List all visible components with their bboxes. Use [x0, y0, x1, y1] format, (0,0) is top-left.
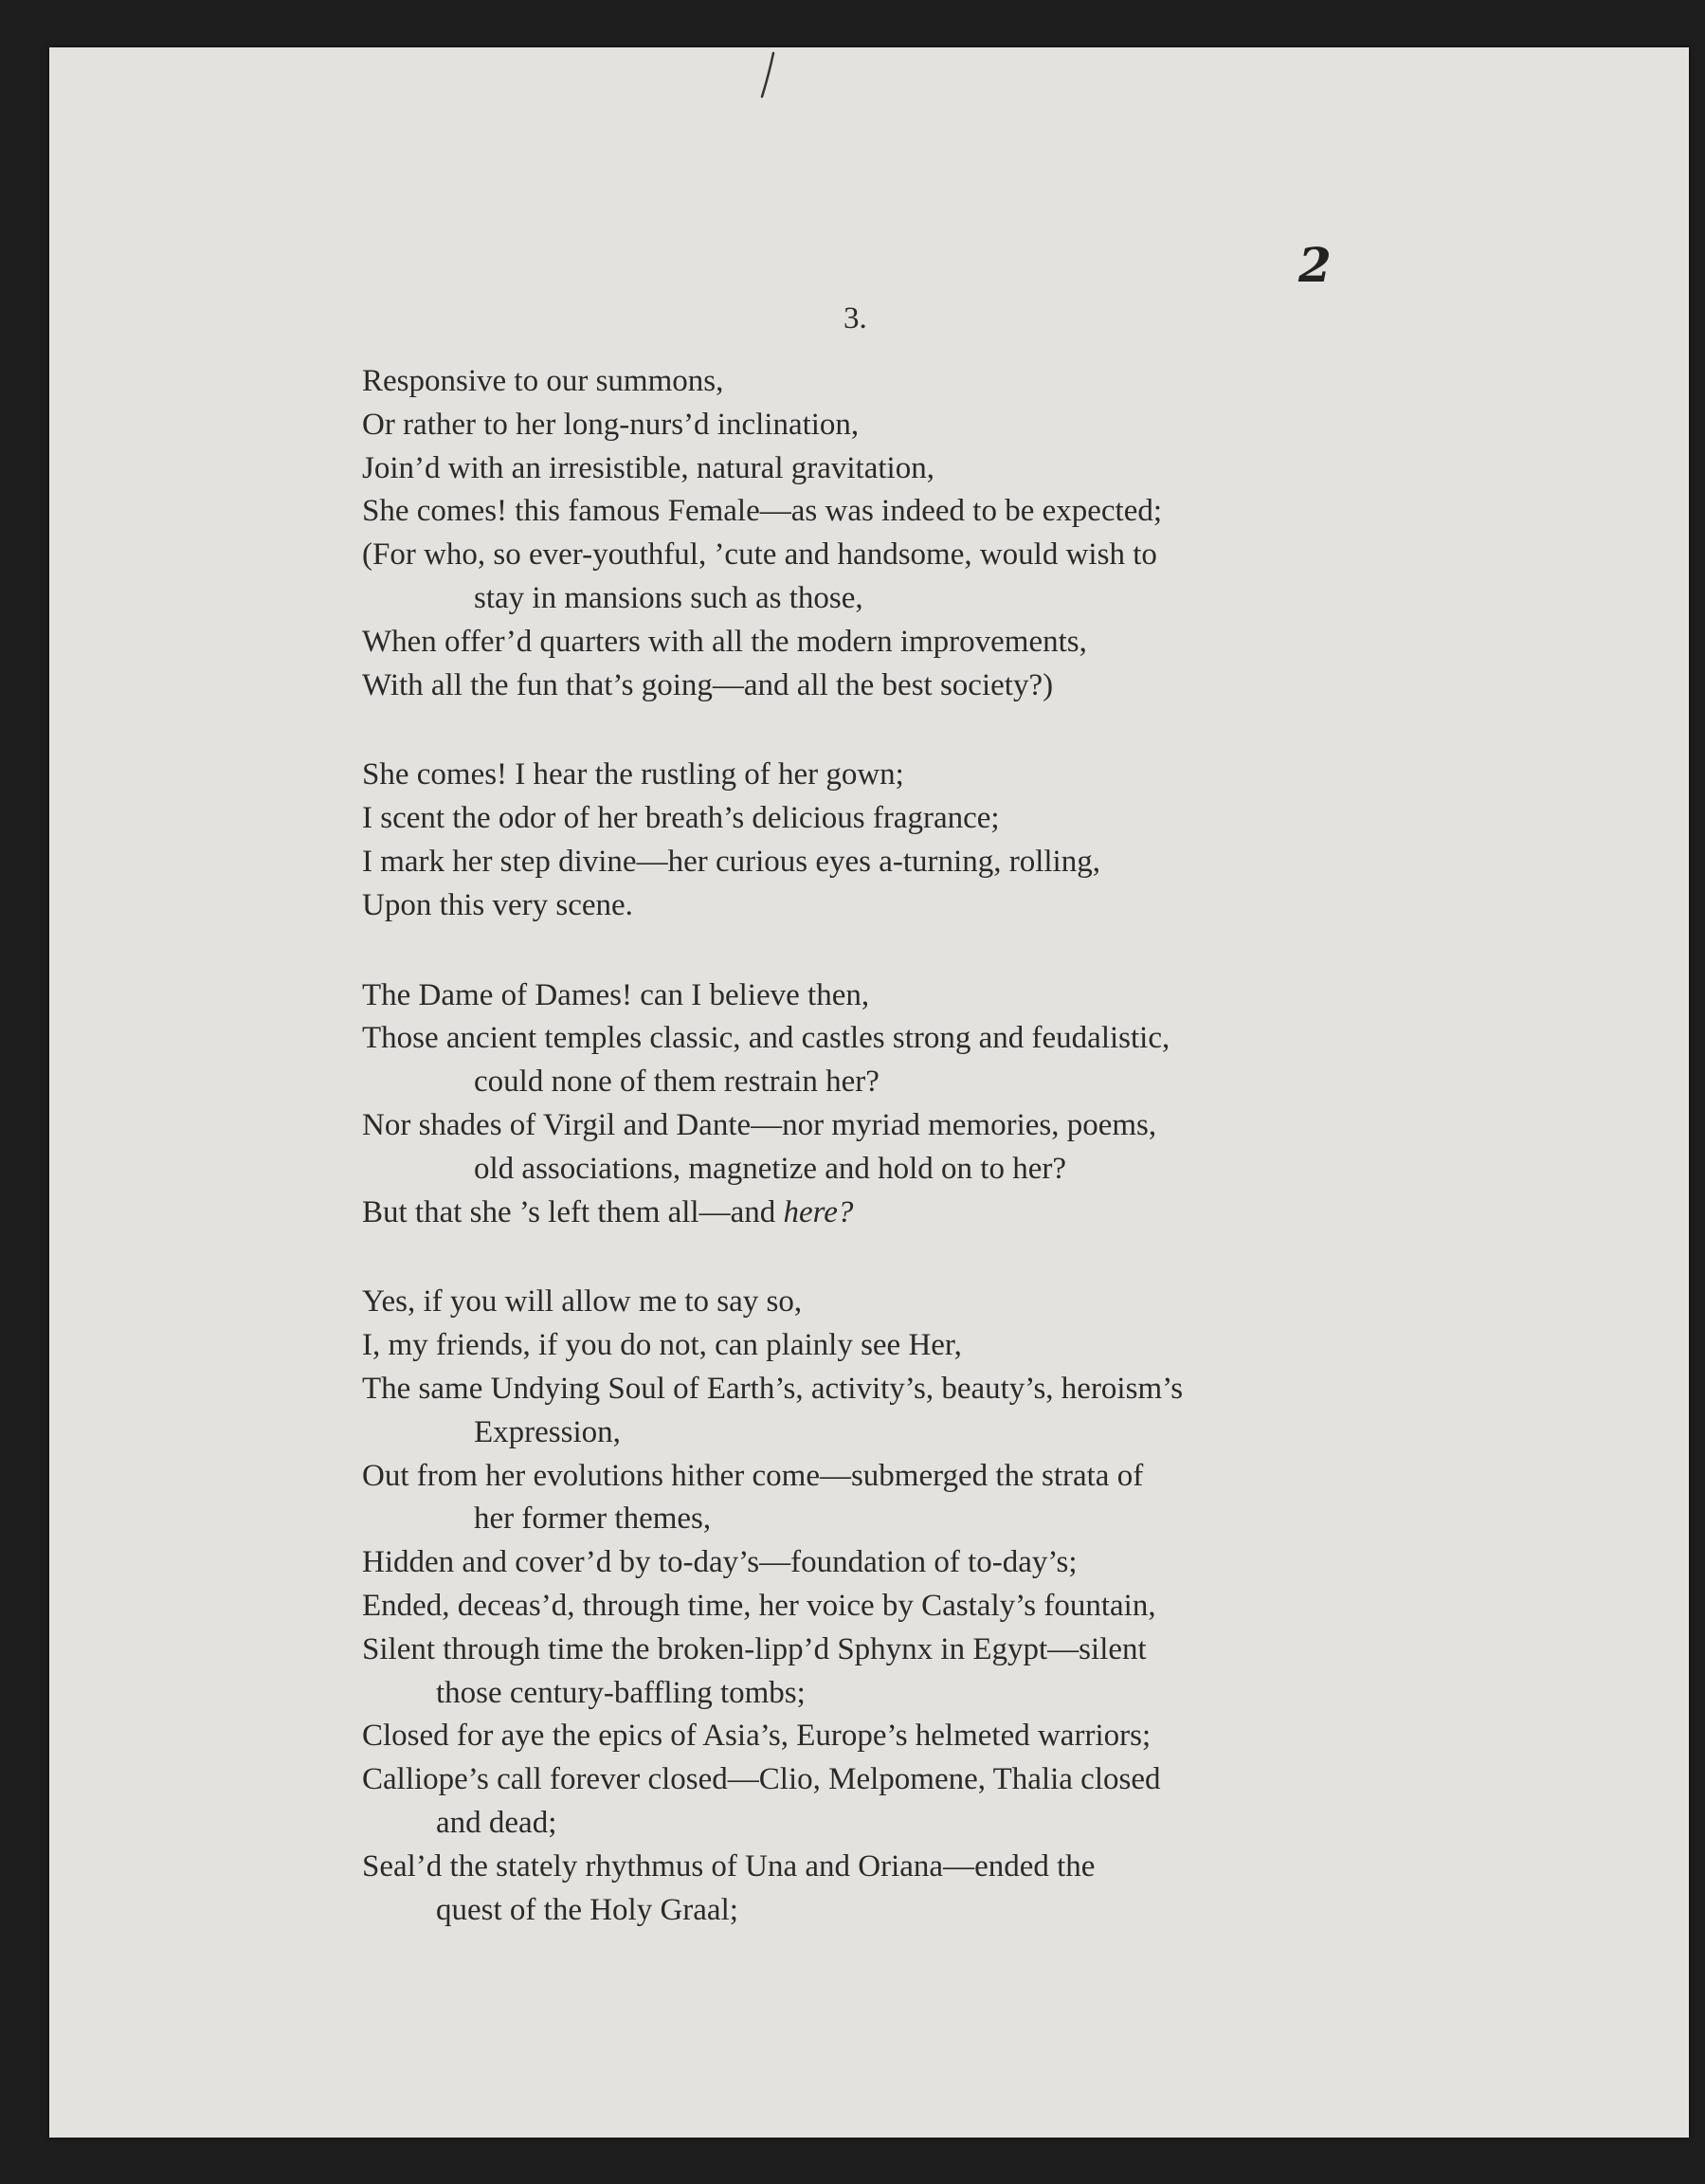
stanza-2 [362, 754, 1395, 927]
poem-line: Nor shades of Virgil and Dante—nor myriad memories, poems, [362, 1107, 1157, 1142]
poem-line-continuation: old associations, magnetize and hold on to her? [474, 1151, 1067, 1186]
poem-line-continuation: and dead; [436, 1805, 557, 1840]
stanza-1 [362, 360, 1395, 707]
page-number: 2 [1298, 237, 1332, 293]
emphasis-word: here? [783, 1194, 854, 1229]
poem-line: Out from her evolutions hither come—submerged the strata of [362, 1458, 1144, 1493]
poem-line: Those ancient temples classic, and castles strong and feudalistic, [362, 1021, 1170, 1056]
section-number: 3. [843, 301, 867, 336]
stanza-3 [362, 974, 1395, 1235]
poem-line: Seal’d the stately rhythmus of Una and Oriana—ended the [362, 1848, 1096, 1884]
poem-line: Closed for aye the epics of Asia’s, Europe’s helmeted warriors; [362, 1719, 1152, 1754]
document-page [49, 47, 1689, 2138]
poem-line-continuation: Expression, [474, 1414, 621, 1449]
poem-line: When offer’d quarters with all the modern improvements, [362, 624, 1087, 659]
poem-line-continuation: those century-baffling tombs; [436, 1675, 806, 1710]
poem-line: Upon this very scene. [362, 887, 633, 922]
poem-line: Hidden and cover’d by to-day’s—foundation of to-day’s; [362, 1545, 1078, 1580]
poem-line: With all the fun that’s going—and all the best society?) [362, 667, 1054, 702]
poem-line: Yes, if you will allow me to say so, [362, 1284, 803, 1320]
poem-line: I scent the odor of her breath’s delicious fragrance; [362, 801, 1000, 836]
poem-line-text: But that she ’s left them all—and [362, 1194, 776, 1229]
poem-body [362, 360, 1395, 1932]
poem-line: The Dame of Dames! can I believe then, [362, 977, 870, 1012]
poem-line-continuation: stay in mansions such as those, [474, 580, 863, 615]
poem-line: Ended, deceas’d, through time, her voice by Castaly’s fountain, [362, 1588, 1156, 1623]
poem-line-continuation: her former themes, [474, 1502, 712, 1537]
poem-line: Or rather to her long-nurs’d inclination, [362, 407, 860, 442]
poem-line: I mark her step divine—her curious eyes a-turning, rolling, [362, 844, 1100, 879]
poem-line: The same Undying Soul of Earth’s, activity’s, beauty’s, heroism’s [362, 1371, 1184, 1406]
poem-line: Responsive to our summons, [362, 364, 724, 398]
poem-line: Join’d with an irresistible, natural gravitation, [362, 450, 934, 485]
pencil-mark [741, 47, 798, 114]
poem-line: I, my friends, if you do not, can plainly see Her, [362, 1328, 962, 1363]
poem-line-continuation: quest of the Holy Graal; [436, 1892, 738, 1927]
poem-line: (For who, so ever-youthful, ’cute and handsome, would wish to [362, 537, 1157, 573]
poem-line [362, 1192, 1395, 1235]
stanza-4 [362, 1281, 1395, 1932]
poem-line-continuation: could none of them restrain her? [474, 1065, 880, 1100]
poem-line: Calliope’s call forever closed—Clio, Melpomene, Thalia closed [362, 1762, 1161, 1797]
poem-line: She comes! I hear the rustling of her gown; [362, 757, 904, 792]
poem-line: She comes! this famous Female—as was indeed to be expected; [362, 494, 1163, 529]
poem-line: Silent through time the broken-lipp’d Sphynx in Egypt—silent [362, 1631, 1147, 1666]
